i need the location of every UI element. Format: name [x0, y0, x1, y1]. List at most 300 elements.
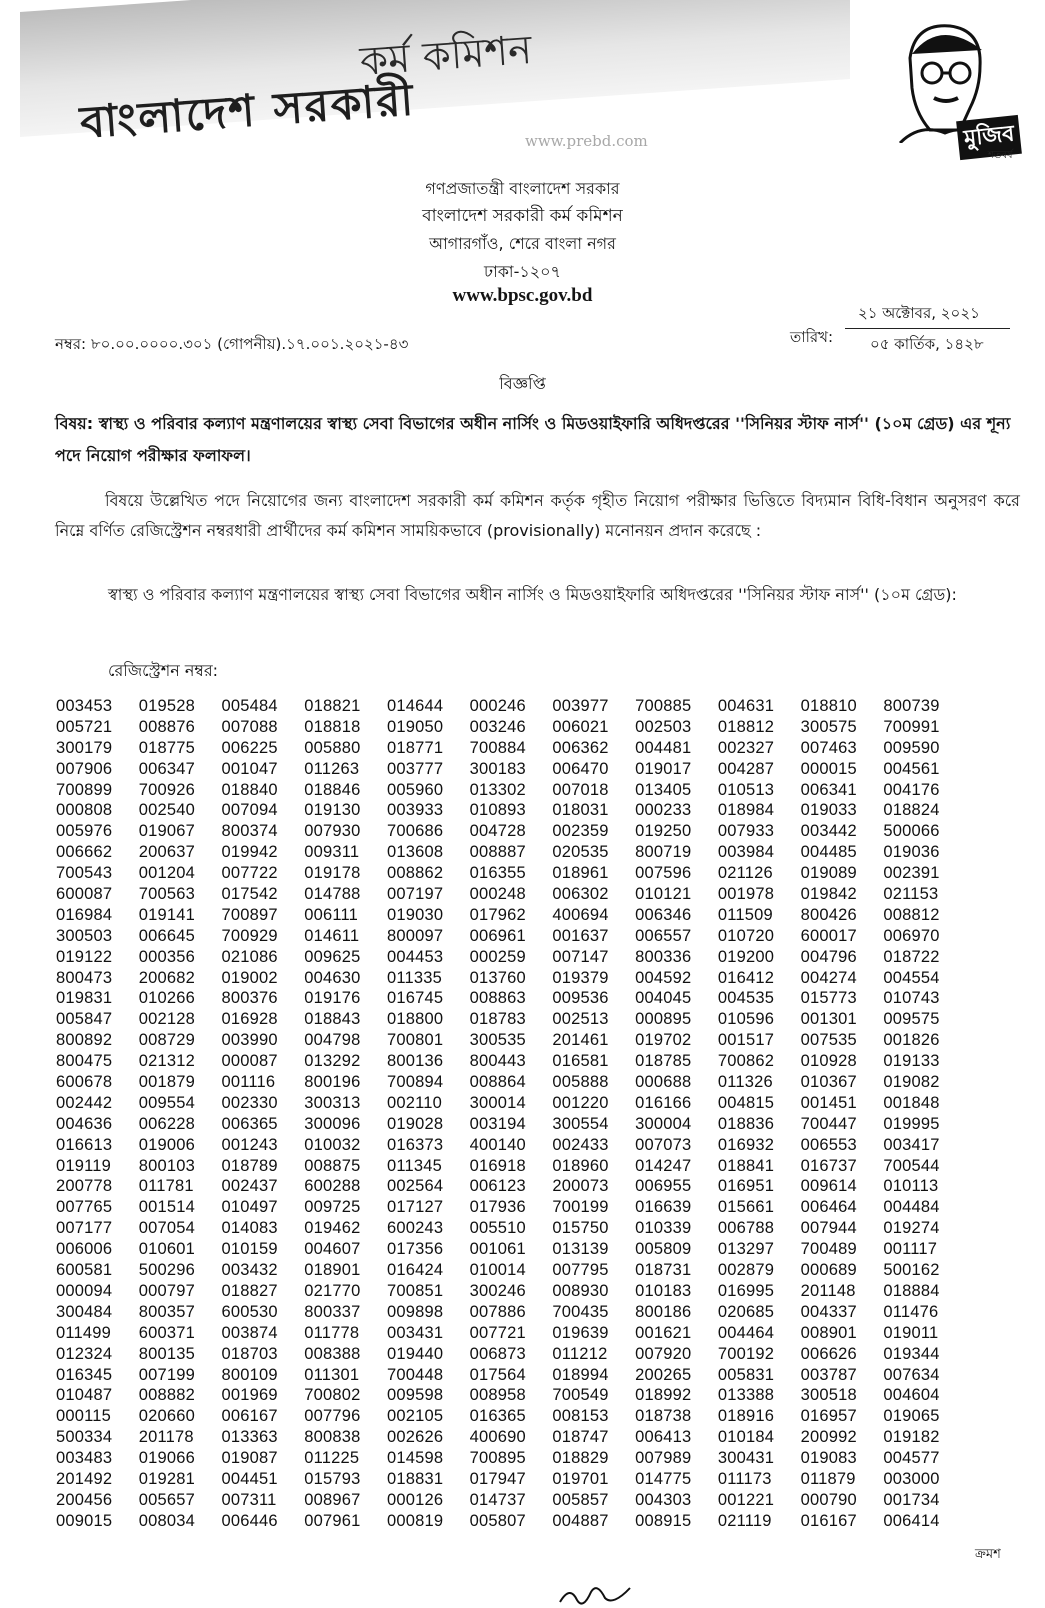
registration-number: 002540 — [138, 801, 195, 820]
registration-row — [56, 1093, 966, 1114]
registration-number: 007535 — [800, 1031, 857, 1050]
registration-number: 400694 — [552, 905, 609, 924]
registration-number: 019701 — [552, 1469, 609, 1488]
registration-number: 009575 — [883, 1010, 940, 1029]
registration-number: 004484 — [883, 1198, 940, 1217]
registration-number: 019066 — [138, 1449, 195, 1468]
registration-number: 004045 — [635, 989, 692, 1008]
registration-number: 018843 — [304, 1010, 361, 1029]
registration-number: 013292 — [304, 1052, 361, 1071]
registration-number: 700435 — [552, 1302, 609, 1321]
registration-number: 012324 — [56, 1344, 113, 1363]
registration-number: 010601 — [138, 1240, 195, 1259]
registration-number: 019250 — [635, 822, 692, 841]
registration-number-grid — [56, 696, 966, 1532]
registration-number: 018738 — [635, 1407, 692, 1426]
registration-number: 019440 — [386, 1344, 444, 1363]
registration-number: 005857 — [552, 1490, 609, 1509]
registration-number: 007073 — [635, 1135, 692, 1154]
registration-number: 016737 — [800, 1156, 857, 1175]
registration-number: 000688 — [635, 1073, 692, 1092]
registration-number: 700894 — [386, 1073, 444, 1092]
registration-number: 003417 — [883, 1135, 940, 1154]
registration-number: 018703 — [221, 1344, 278, 1363]
registration-number: 010893 — [469, 801, 526, 820]
registration-row — [56, 1511, 966, 1532]
registration-number: 700544 — [883, 1156, 940, 1175]
registration-row — [56, 1365, 966, 1386]
registration-number: 003933 — [386, 801, 444, 820]
registration-number: 007989 — [635, 1449, 692, 1468]
registration-number: 011225 — [304, 1449, 360, 1468]
registration-number: 006346 — [635, 905, 692, 924]
registration-row — [56, 863, 966, 884]
registration-number: 004337 — [800, 1302, 857, 1321]
registration-number: 700802 — [304, 1386, 361, 1405]
registration-number: 600678 — [56, 1073, 113, 1092]
registration-number: 017947 — [469, 1469, 526, 1488]
registration-number: 009536 — [552, 989, 609, 1008]
registration-number: 005721 — [56, 717, 113, 736]
registration-number: 800186 — [635, 1302, 692, 1321]
registration-number: 007147 — [552, 947, 609, 966]
registration-number: 021312 — [138, 1052, 195, 1071]
registration-number: 001734 — [883, 1490, 940, 1509]
registration-number: 700899 — [56, 780, 113, 799]
registration-number: 003977 — [552, 697, 609, 715]
registration-number: 002564 — [386, 1177, 444, 1196]
registration-number: 016918 — [469, 1156, 526, 1175]
registration-number: 001116 — [221, 1073, 276, 1092]
registration-number: 005847 — [56, 1010, 113, 1029]
registration-number: 006955 — [635, 1177, 692, 1196]
registration-number: 006873 — [469, 1344, 526, 1363]
registration-number: 001978 — [717, 885, 775, 904]
registration-number: 017127 — [386, 1198, 444, 1217]
registration-number: 000233 — [635, 801, 692, 820]
registration-number: 021119 — [717, 1511, 772, 1530]
registration-number: 016581 — [552, 1052, 609, 1071]
registration-number: 018960 — [552, 1156, 609, 1175]
registration-number: 700686 — [386, 822, 444, 841]
registration-number: 018747 — [552, 1428, 609, 1447]
registration-number: 800357 — [138, 1302, 195, 1321]
registration-number: 003246 — [469, 717, 526, 736]
registration-number: 018810 — [800, 697, 857, 715]
registration-number: 018812 — [717, 717, 775, 736]
registration-number: 006123 — [469, 1177, 526, 1196]
registration-number: 009725 — [304, 1198, 361, 1217]
registration-row — [56, 1281, 966, 1302]
registration-number: 014598 — [386, 1449, 444, 1468]
body-paragraph — [55, 486, 1020, 546]
registration-number: 004592 — [635, 968, 692, 987]
registration-number: 010266 — [138, 989, 195, 1008]
registration-number: 001826 — [883, 1031, 940, 1050]
registration-number: 007795 — [552, 1261, 609, 1280]
registration-number: 016957 — [800, 1407, 857, 1426]
registration-row — [56, 821, 966, 842]
registration-number: 001117 — [883, 1240, 938, 1259]
registration-number: 018916 — [717, 1407, 775, 1426]
registration-row — [56, 800, 966, 821]
registration-number: 019528 — [138, 697, 195, 715]
registration-number: 600530 — [221, 1302, 278, 1321]
registration-number: 001204 — [138, 864, 195, 883]
registration-number: 003990 — [221, 1031, 278, 1050]
registration-number: 004287 — [717, 759, 775, 778]
registration-row — [56, 1176, 966, 1197]
registration-number: 009590 — [883, 738, 940, 757]
registration-row — [56, 968, 966, 989]
registration-number: 014775 — [635, 1469, 692, 1488]
date-divider — [845, 328, 1010, 329]
registration-row — [56, 1030, 966, 1051]
registration-number: 001969 — [221, 1386, 278, 1405]
registration-number: 006167 — [221, 1407, 278, 1426]
registration-number: 300313 — [304, 1093, 361, 1112]
registration-number: 009625 — [304, 947, 361, 966]
registration-number: 007088 — [221, 717, 278, 736]
registration-number: 019130 — [304, 801, 361, 820]
registration-number: 016167 — [800, 1511, 857, 1530]
registration-number: 200682 — [138, 968, 195, 987]
registration-number: 020660 — [138, 1407, 195, 1426]
registration-number: 300183 — [469, 759, 526, 778]
registration-row — [56, 1323, 966, 1344]
registration-number: 200073 — [552, 1177, 609, 1196]
date-bangla: ০৫ কার্তিক, ১৪২৮ — [870, 335, 984, 353]
registration-number: 009614 — [800, 1177, 857, 1196]
registration-number: 011499 — [56, 1323, 112, 1342]
registration-number: 400690 — [469, 1428, 526, 1447]
registration-number: 019178 — [304, 864, 361, 883]
registration-row — [56, 1051, 966, 1072]
registration-number: 010183 — [635, 1281, 692, 1300]
registration-number: 000087 — [221, 1052, 278, 1071]
registration-number: 700851 — [386, 1281, 444, 1300]
registration-number: 008875 — [304, 1156, 361, 1175]
registration-number: 000246 — [469, 697, 526, 715]
registration-number: 010928 — [800, 1052, 857, 1071]
registration-number: 010014 — [469, 1261, 526, 1280]
post-line: স্বাস্থ্য ও পরিবার কল্যাণ মন্ত্রণালয়ের স্বাস্থ্য সেবা বিভাগের অধীন নার্সিং ও মিডওয়াইফারি অধিদপ্তরের ''সিনিয়র স্টাফ নার্স'' (১০ম গ্রেড): — [108, 585, 957, 604]
registration-number: 011173 — [717, 1469, 772, 1488]
registration-number: 004453 — [386, 947, 444, 966]
registration-number: 018818 — [304, 717, 361, 736]
registration-number: 019033 — [800, 801, 857, 820]
registration-row — [56, 1009, 966, 1030]
registration-number: 019002 — [221, 968, 278, 987]
registration-number: 800892 — [56, 1031, 113, 1050]
registration-number: 800739 — [883, 697, 940, 715]
registration-number: 001514 — [138, 1198, 195, 1217]
registration-number: 005880 — [304, 738, 361, 757]
registration-number: 006362 — [552, 738, 609, 757]
registration-number: 000015 — [800, 759, 857, 778]
registration-number: 200992 — [800, 1428, 857, 1447]
registration-number: 005657 — [138, 1490, 195, 1509]
registration-row — [56, 1114, 966, 1135]
registration-number: 005976 — [56, 822, 113, 841]
registration-number: 013302 — [469, 780, 526, 799]
registration-number: 018841 — [717, 1156, 775, 1175]
registration-number: 006341 — [800, 780, 857, 799]
registration-number: 008887 — [469, 843, 526, 862]
registration-number: 008882 — [138, 1386, 195, 1405]
registration-number: 018031 — [552, 801, 609, 820]
registration-number: 015750 — [552, 1219, 609, 1238]
mujib-borsho-logo — [880, 18, 1030, 161]
registration-number: 800443 — [469, 1052, 526, 1071]
registration-number: 004535 — [717, 989, 775, 1008]
registration-number: 019702 — [635, 1031, 692, 1050]
registration-number: 006228 — [138, 1114, 195, 1133]
registration-number: 001848 — [883, 1093, 940, 1112]
registration-number: 018846 — [304, 780, 361, 799]
registration-number: 018829 — [552, 1449, 609, 1468]
registration-number: 004887 — [552, 1511, 609, 1530]
registration-number: 007094 — [221, 801, 278, 820]
registration-number: 005484 — [221, 697, 278, 715]
registration-number: 018722 — [883, 947, 940, 966]
registration-number: 019089 — [800, 864, 857, 883]
registration-row — [56, 738, 966, 759]
registration-number: 011476 — [883, 1302, 939, 1321]
registration-number: 002391 — [883, 864, 940, 883]
registration-number: 300535 — [469, 1031, 526, 1050]
registration-number: 013139 — [552, 1240, 609, 1259]
registration-number: 002105 — [386, 1407, 444, 1426]
registration-number: 007197 — [386, 885, 444, 904]
registration-number: 700192 — [717, 1344, 775, 1363]
registration-number: 011212 — [552, 1344, 608, 1363]
registration-number: 004481 — [635, 738, 692, 757]
registration-number: 013608 — [386, 843, 444, 862]
registration-number: 001047 — [221, 759, 278, 778]
registration-number: 007796 — [304, 1407, 361, 1426]
registration-number: 007886 — [469, 1302, 526, 1321]
registration-number: 500162 — [883, 1261, 940, 1280]
registration-row — [56, 1427, 966, 1448]
registration-number: 600017 — [800, 926, 857, 945]
registration-number: 017962 — [469, 905, 526, 924]
registration-number: 007930 — [304, 822, 361, 841]
registration-number: 019379 — [552, 968, 609, 987]
registration-number: 004176 — [883, 780, 940, 799]
registration-row — [56, 1469, 966, 1490]
registration-number: 006464 — [800, 1198, 857, 1217]
registration-row — [56, 1302, 966, 1323]
registration-number: 200778 — [56, 1177, 113, 1196]
registration-number: 020535 — [552, 843, 609, 862]
registration-number: 011335 — [386, 968, 442, 987]
notice-title: বিজ্ঞপ্তি — [499, 374, 546, 393]
registration-number: 004554 — [883, 968, 940, 987]
registration-number: 014611 — [304, 926, 360, 945]
registration-number: 014644 — [386, 697, 444, 715]
registration-number: 018789 — [221, 1156, 278, 1175]
registration-row — [56, 1072, 966, 1093]
registration-number: 019050 — [386, 717, 444, 736]
registration-number: 002437 — [221, 1177, 278, 1196]
registration-number: 500296 — [138, 1261, 195, 1280]
registration-number: 007177 — [56, 1219, 113, 1238]
registration-number: 002513 — [552, 1010, 609, 1029]
header-government: গণপ্রজাতন্ত্রী বাংলাদেশ সরকার — [425, 179, 620, 198]
registration-number: 003194 — [469, 1114, 526, 1133]
registration-number: 006111 — [304, 905, 359, 924]
registration-number: 007311 — [221, 1490, 277, 1509]
registration-number: 006470 — [552, 759, 609, 778]
registration-number: 200456 — [56, 1490, 113, 1509]
registration-number: 016373 — [386, 1135, 444, 1154]
registration-number: 019082 — [883, 1073, 940, 1092]
registration-row — [56, 1197, 966, 1218]
registration-number: 008864 — [469, 1073, 526, 1092]
registration-number: 007018 — [552, 780, 609, 799]
registration-number: 300246 — [469, 1281, 526, 1300]
registration-number: 018785 — [635, 1052, 692, 1071]
registration-number: 015793 — [304, 1469, 361, 1488]
registration-number: 000356 — [138, 947, 195, 966]
registration-number: 013363 — [221, 1428, 278, 1447]
registration-number: 003432 — [221, 1261, 278, 1280]
registration-number: 007199 — [138, 1365, 195, 1384]
registration-number: 001220 — [552, 1093, 609, 1112]
registration-number: 002330 — [221, 1093, 278, 1112]
registration-number: 001221 — [717, 1490, 775, 1509]
registration-number: 700885 — [635, 697, 692, 715]
registration-number: 019831 — [56, 989, 113, 1008]
registration-row — [56, 1385, 966, 1406]
registration-number: 007722 — [221, 864, 278, 883]
registration-row — [56, 1406, 966, 1427]
registration-number: 019030 — [386, 905, 444, 924]
registration-number: 019639 — [552, 1323, 609, 1342]
registration-number: 005510 — [469, 1219, 526, 1238]
registration-number: 008034 — [138, 1511, 195, 1530]
registration-number: 019942 — [221, 843, 278, 862]
registration-number: 000808 — [56, 801, 113, 820]
registration-number: 600288 — [304, 1177, 361, 1196]
registration-number: 019119 — [56, 1156, 112, 1175]
registration-number: 016995 — [717, 1281, 775, 1300]
registration-number: 009554 — [138, 1093, 195, 1112]
registration-number: 800374 — [221, 822, 278, 841]
registration-number: 000895 — [635, 1010, 692, 1029]
registration-number: 004604 — [883, 1386, 940, 1405]
registration-row — [56, 1260, 966, 1281]
signboard-text-upper: কর্ম কমিশন — [358, 27, 534, 85]
registration-number: 201492 — [56, 1469, 113, 1488]
registration-number: 700884 — [469, 738, 526, 757]
registration-number: 800719 — [635, 843, 692, 862]
registration-number: 017542 — [221, 885, 278, 904]
registration-number: 019842 — [800, 885, 857, 904]
registration-number: 006626 — [800, 1344, 857, 1363]
registration-number: 019006 — [138, 1135, 195, 1154]
registration-number: 201148 — [800, 1281, 856, 1300]
registration-row — [56, 884, 966, 905]
registration-number: 008915 — [635, 1511, 692, 1530]
registration-number: 000790 — [800, 1490, 857, 1509]
registration-number: 013760 — [469, 968, 526, 987]
registration-number: 004630 — [304, 968, 361, 987]
registration-number: 008812 — [883, 905, 940, 924]
registration-number: 019133 — [883, 1052, 940, 1071]
registration-number: 800426 — [800, 905, 857, 924]
registration-number: 004464 — [717, 1323, 775, 1342]
registration-row — [56, 1135, 966, 1156]
registration-number: 001637 — [552, 926, 609, 945]
registration-number: 002503 — [635, 717, 692, 736]
registration-number: 016745 — [386, 989, 444, 1008]
registration-number: 003984 — [717, 843, 775, 862]
registration-number: 400140 — [469, 1135, 526, 1154]
registration-number: 010339 — [635, 1219, 692, 1238]
header-website-link[interactable]: www.bpsc.gov.bd — [452, 285, 593, 306]
registration-number: 010720 — [717, 926, 775, 945]
registration-number: 007933 — [717, 822, 775, 841]
registration-number: 010743 — [883, 989, 940, 1008]
registration-number: 001061 — [469, 1240, 526, 1259]
registration-label: রেজিস্ট্রেশন নম্বর: — [108, 661, 219, 680]
registration-number: 003000 — [883, 1469, 940, 1488]
registration-number: 018771 — [386, 738, 444, 757]
registration-number: 019462 — [304, 1219, 361, 1238]
registration-number: 800337 — [304, 1302, 361, 1321]
registration-number: 016613 — [56, 1135, 113, 1154]
registration-number: 016984 — [56, 905, 113, 924]
registration-row — [56, 1490, 966, 1511]
registration-number: 002110 — [386, 1093, 442, 1112]
registration-number: 007634 — [883, 1365, 940, 1384]
registration-number: 018824 — [883, 801, 940, 820]
registration-number: 005809 — [635, 1240, 692, 1259]
registration-number: 004577 — [883, 1449, 940, 1468]
registration-number: 004636 — [56, 1114, 113, 1133]
registration-number: 800473 — [56, 968, 113, 987]
registration-number: 008876 — [138, 717, 195, 736]
registration-number: 700801 — [386, 1031, 444, 1050]
registration-number: 011509 — [717, 905, 773, 924]
registration-number: 019200 — [717, 947, 775, 966]
registration-number: 010367 — [800, 1073, 857, 1092]
registration-number: 300503 — [56, 926, 113, 945]
registration-number: 002433 — [552, 1135, 609, 1154]
registration-number: 006225 — [221, 738, 278, 757]
registration-number: 016639 — [635, 1198, 692, 1217]
registration-number: 300575 — [800, 717, 857, 736]
registration-row — [56, 780, 966, 801]
registration-number: 010184 — [717, 1428, 775, 1447]
registration-row — [56, 926, 966, 947]
registration-number: 006302 — [552, 885, 609, 904]
registration-number: 011778 — [304, 1323, 360, 1342]
registration-number: 021086 — [221, 947, 278, 966]
registration-number: 003483 — [56, 1449, 113, 1468]
registration-number: 300096 — [304, 1114, 361, 1133]
registration-row — [56, 759, 966, 780]
registration-number: 000259 — [469, 947, 526, 966]
registration-number: 001451 — [800, 1093, 857, 1112]
registration-number: 201178 — [138, 1428, 194, 1447]
registration-number: 004274 — [800, 968, 857, 987]
registration-number: 700563 — [138, 885, 195, 904]
registration-number: 019122 — [56, 947, 113, 966]
registration-row — [56, 1239, 966, 1260]
